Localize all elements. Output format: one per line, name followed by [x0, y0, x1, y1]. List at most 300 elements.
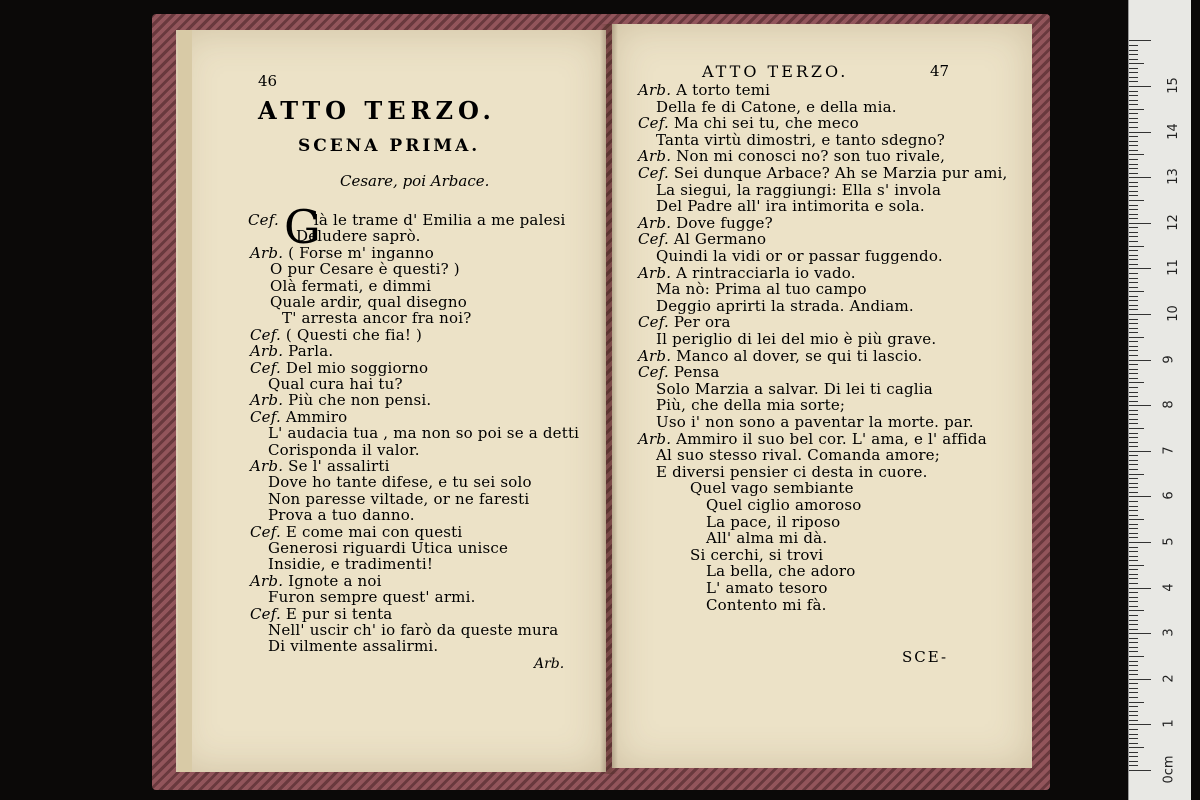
- left-page-line: [282, 310, 471, 326]
- ruler-tick: [1129, 524, 1138, 525]
- ruler-tick: [1129, 173, 1138, 174]
- speaker-label: Cef.: [638, 164, 674, 182]
- ruler-tick: [1129, 533, 1138, 534]
- ruler-tick: [1129, 319, 1138, 320]
- ruler-tick: [1129, 515, 1138, 516]
- ruler-tick: [1129, 642, 1138, 643]
- right-page-line: [690, 547, 823, 563]
- ruler-tick: [1129, 478, 1138, 479]
- ruler-tick: [1129, 77, 1138, 78]
- ruler-tick: [1129, 405, 1151, 406]
- speaker-label: Cef.: [250, 358, 286, 377]
- ruler-tick: [1129, 442, 1138, 443]
- left-page-line: [250, 458, 390, 474]
- verse-text: Qual cura hai tu?: [268, 375, 403, 393]
- verse-text: T' arresta ancor fra noi?: [282, 309, 472, 328]
- right-page-line: [656, 447, 940, 463]
- ruler-tick: [1129, 337, 1144, 338]
- ruler-tick: [1129, 154, 1144, 155]
- verse-text: All' alma mi dà.: [706, 529, 828, 548]
- verse-text: Al Germano: [673, 230, 767, 249]
- ruler-tick: [1129, 651, 1138, 652]
- ruler-tick: [1129, 765, 1138, 766]
- ruler-tick: [1129, 674, 1138, 675]
- ruler-tick: [1129, 410, 1138, 411]
- ruler-tick: [1129, 72, 1138, 73]
- left-page-line: [268, 491, 529, 507]
- right-page-line: [706, 597, 827, 613]
- left-page-line: [250, 409, 347, 425]
- verse-text: Si cerchi, si trovi: [690, 545, 824, 564]
- ruler-tick: [1129, 537, 1138, 538]
- ruler-tick: [1129, 583, 1138, 584]
- ruler-tick: [1129, 150, 1138, 151]
- ruler-tick: [1129, 68, 1138, 69]
- speaker-label: Cef.: [638, 363, 674, 382]
- speaker-label: Arb.: [638, 147, 677, 166]
- verse-text: Quindi la vidi or or passar fuggendo.: [656, 247, 943, 265]
- verse-text: Quel vago sembiante: [690, 479, 854, 498]
- ruler-tick: [1129, 182, 1138, 183]
- ruler-tick: [1129, 711, 1138, 712]
- ruler-tick: [1129, 232, 1138, 233]
- ruler-tick: [1129, 341, 1138, 342]
- ruler-tick: [1129, 469, 1138, 470]
- ruler-tick: [1129, 218, 1138, 219]
- ruler-tick: [1129, 200, 1144, 201]
- ruler-tick: [1129, 506, 1138, 507]
- left-page-line: [268, 556, 433, 572]
- ruler-tick: [1129, 264, 1138, 265]
- right-page-line: [706, 497, 862, 513]
- ruler-tick: [1129, 597, 1138, 598]
- verse-text: Della fe di Catone, e della mia.: [656, 97, 897, 116]
- speaker-label: Arb.: [638, 213, 677, 232]
- ruler-tick: [1129, 127, 1138, 128]
- verse-text: Del Padre all' ira intimorita e sola.: [656, 197, 925, 216]
- ruler-tick: [1129, 259, 1138, 260]
- ruler-tick: [1129, 542, 1151, 543]
- ruler-tick: [1129, 433, 1138, 434]
- left-page-line: [268, 622, 558, 638]
- measuring-ruler: [1128, 0, 1191, 800]
- left-page-line: [270, 278, 431, 294]
- left-page-line: [268, 638, 438, 654]
- speaker-label: Cef.: [250, 407, 286, 426]
- ruler-tick: [1129, 706, 1138, 707]
- ruler-tick: [1129, 86, 1151, 87]
- speaker-label: Cef.: [638, 114, 674, 133]
- ruler-tick: [1129, 186, 1138, 187]
- ruler-tick: [1129, 122, 1138, 123]
- right-page-line: [656, 132, 945, 148]
- ruler-tick: [1129, 756, 1138, 757]
- ruler-tick: [1129, 241, 1138, 242]
- ruler-number: 10: [1165, 305, 1181, 322]
- ruler-tick: [1129, 355, 1138, 356]
- drop-cap: G: [284, 200, 321, 254]
- ruler-tick: [1129, 437, 1138, 438]
- ruler-tick: [1129, 268, 1151, 269]
- ruler-tick: [1129, 350, 1138, 351]
- ruler-tick: [1129, 305, 1138, 306]
- left-page-line: [270, 294, 467, 310]
- verse-text: Dove ho tante difese, e tu sei solo: [268, 473, 532, 492]
- ruler-tick: [1129, 236, 1138, 237]
- verse-text: Manco al dover, se qui ti lascio.: [676, 346, 923, 365]
- verse-text: ( Forse m' inganno: [288, 243, 434, 262]
- verse-text: Furon sempre quest' armi.: [268, 588, 476, 607]
- right-page-line: [690, 480, 854, 496]
- ruler-tick: [1129, 679, 1151, 680]
- verse-text: Ignote a noi: [288, 571, 382, 590]
- ruler-tick: [1129, 250, 1138, 251]
- ruler-number: 11: [1165, 259, 1181, 277]
- ruler-tick: [1129, 287, 1138, 288]
- verse-text: Quel ciglio amoroso: [706, 496, 862, 514]
- left-page-line: [268, 589, 476, 605]
- ruler-tick: [1129, 205, 1138, 206]
- speaker-label: Cef.: [250, 604, 286, 623]
- ruler-number: 15: [1165, 77, 1181, 94]
- verse-text: L' audacia tua , ma non so poi se a detti: [268, 424, 580, 443]
- ruler-tick: [1129, 392, 1138, 393]
- page-edge: [178, 30, 192, 772]
- ruler-tick: [1129, 396, 1138, 397]
- right-page-line: [638, 215, 773, 231]
- ruler-tick: [1129, 702, 1144, 703]
- ruler-tick: [1129, 369, 1138, 370]
- right-page-line: [656, 397, 845, 413]
- right-page-line: [656, 99, 897, 115]
- ruler-tick: [1129, 633, 1151, 634]
- speaker-label: Cef.: [250, 522, 286, 541]
- ruler-tick: [1129, 195, 1138, 196]
- ruler-tick: [1129, 487, 1138, 488]
- ruler-tick: [1129, 610, 1144, 611]
- ruler-tick: [1129, 159, 1138, 160]
- speaker-label: Arb.: [250, 457, 289, 475]
- verse-text: Quale ardir, qual disegno: [270, 293, 467, 311]
- right-catchword: SCE-: [902, 648, 949, 666]
- ruler-tick: [1129, 556, 1138, 557]
- ruler-tick: [1129, 483, 1138, 484]
- speaker-label: Arb.: [250, 342, 289, 361]
- ruler-tick: [1129, 688, 1138, 689]
- ruler-number: 7: [1161, 446, 1177, 455]
- ruler-tick: [1129, 492, 1138, 493]
- verse-text: Di vilmente assalirmi.: [268, 637, 439, 656]
- right-page-line: [656, 464, 928, 480]
- speaker-label: Cef.: [638, 230, 674, 249]
- right-page-number: 47: [930, 62, 950, 80]
- verse-text: Prova a tuo danno.: [268, 506, 415, 525]
- ruler-tick: [1129, 615, 1138, 616]
- ruler-tick: [1129, 519, 1144, 520]
- left-page-line: [296, 228, 421, 244]
- verse-text: O pur Cesare è questi? ): [270, 260, 460, 279]
- ruler-tick: [1129, 91, 1138, 92]
- ruler-tick: [1129, 309, 1138, 310]
- running-head: ATTO TERZO.: [702, 62, 849, 81]
- ruler-tick: [1129, 496, 1151, 497]
- right-page-line: [638, 165, 1008, 181]
- ruler-tick: [1129, 752, 1138, 753]
- ruler-tick: [1129, 378, 1138, 379]
- ruler-tick: [1129, 291, 1144, 292]
- ruler-tick: [1129, 314, 1151, 315]
- ruler-number: 9: [1161, 354, 1177, 364]
- ruler-tick: [1129, 743, 1138, 744]
- right-page-line: [638, 265, 856, 281]
- ruler-tick: [1129, 136, 1138, 137]
- ruler-number: 0cm: [1161, 755, 1177, 784]
- act-title: ATTO TERZO.: [258, 96, 496, 125]
- verse-text: Sei dunque Arbace? Ah se Marzia pur ami,: [673, 164, 1008, 182]
- left-page-line: [250, 343, 333, 359]
- ruler-tick: [1129, 323, 1138, 324]
- verse-text: Al suo stesso rival. Comanda amore;: [656, 446, 941, 465]
- verse-text: L' amato tesoro: [706, 579, 828, 597]
- ruler-number: 8: [1161, 400, 1177, 409]
- right-page-line: [656, 281, 867, 297]
- left-page-line: [250, 524, 462, 540]
- ruler-tick: [1129, 464, 1138, 465]
- left-page-line: [268, 442, 420, 458]
- right-page-line: [638, 115, 859, 131]
- left-page-line: [248, 212, 566, 228]
- right-page-line: [638, 148, 945, 164]
- verse-text: Non mi conosci no? son tuo rivale,: [676, 147, 946, 166]
- right-page-line: [656, 331, 936, 347]
- verse-text: Più che non pensi.: [288, 391, 432, 410]
- ruler-tick: [1129, 629, 1138, 630]
- ruler-tick: [1129, 738, 1138, 739]
- left-page-line: [250, 573, 382, 589]
- ruler-number: 2: [1161, 674, 1177, 683]
- ruler-tick: [1129, 282, 1138, 283]
- ruler-tick: [1129, 273, 1138, 274]
- left-page-number: 46: [258, 72, 278, 90]
- ruler-tick: [1129, 501, 1138, 502]
- left-page-line: [250, 392, 431, 408]
- ruler-tick: [1129, 113, 1138, 114]
- verse-text: Uso i' non sono a paventar la morte. par.: [656, 413, 974, 431]
- ruler-number: 3: [1161, 628, 1177, 637]
- verse-text: Nell' uscir ch' io farò da queste mura: [268, 621, 559, 639]
- ruler-tick: [1129, 81, 1138, 82]
- ruler-tick: [1129, 588, 1151, 589]
- ruler-tick: [1129, 132, 1151, 133]
- speaker-label: Arb.: [250, 391, 289, 410]
- ruler-tick: [1129, 606, 1138, 607]
- verse-text: Non paresse viltade, or ne faresti: [268, 489, 530, 508]
- verse-text: Per ora: [673, 313, 731, 332]
- verse-text: Ma chi sei tu, che meco: [673, 114, 859, 133]
- right-page-line: [706, 563, 856, 579]
- ruler-tick: [1129, 770, 1151, 771]
- ruler-tick: [1129, 665, 1138, 666]
- ruler-tick: [1129, 428, 1144, 429]
- ruler-tick: [1129, 638, 1138, 639]
- ruler-tick: [1129, 168, 1138, 169]
- speaker-label: Cef.: [250, 325, 286, 344]
- ruler-tick: [1129, 373, 1138, 374]
- verse-text: A torto temi: [676, 81, 771, 99]
- ruler-tick: [1129, 446, 1138, 447]
- ruler-tick: [1129, 656, 1144, 657]
- left-page-line: [268, 507, 415, 523]
- left-page-line: [250, 360, 428, 376]
- verse-text: Insidie, e tradimenti!: [268, 555, 434, 574]
- ruler-tick: [1129, 141, 1138, 142]
- ruler-number: 5: [1161, 537, 1177, 546]
- left-page-line: [268, 376, 403, 392]
- ruler-tick: [1129, 592, 1138, 593]
- ruler-tick: [1129, 209, 1138, 210]
- ruler-tick: [1129, 569, 1138, 570]
- ruler-tick: [1129, 100, 1138, 101]
- verse-text: Più, che della mia sorte;: [656, 396, 846, 415]
- ruler-tick: [1129, 346, 1138, 347]
- verse-text: Deludere saprò.: [296, 227, 421, 246]
- ruler-tick: [1129, 560, 1138, 561]
- ruler-tick: [1129, 54, 1138, 55]
- verse-text: Olà fermati, e dimmi: [270, 276, 432, 295]
- ruler-tick: [1129, 601, 1138, 602]
- ruler-tick: [1129, 574, 1138, 575]
- ruler-tick: [1129, 360, 1151, 361]
- left-catchword: Arb.: [534, 656, 565, 672]
- speaker-label: Arb.: [638, 263, 677, 282]
- ruler-tick: [1129, 227, 1138, 228]
- ruler-tick: [1129, 474, 1144, 475]
- left-page-line: [250, 245, 434, 261]
- left-page-line: [268, 425, 579, 441]
- ruler-tick: [1129, 423, 1138, 424]
- ruler-tick: [1129, 661, 1138, 662]
- ruler-tick: [1129, 620, 1138, 621]
- speaker-label: Arb.: [638, 429, 677, 448]
- ruler-tick: [1129, 364, 1138, 365]
- ruler-number: 4: [1161, 582, 1177, 592]
- ruler-tick: [1129, 223, 1151, 224]
- verse-text: Ammiro il suo bel cor. L' ama, e l' affida: [676, 429, 987, 448]
- ruler-tick: [1129, 414, 1138, 415]
- ruler-tick: [1129, 382, 1144, 383]
- speaker-label: Cef.: [248, 211, 284, 229]
- scene-title: SCENA PRIMA.: [298, 136, 481, 156]
- right-page-line: [656, 198, 925, 214]
- stage-direction: Cesare, poi Arbace.: [340, 172, 490, 190]
- ruler-tick: [1129, 177, 1151, 178]
- ruler-tick: [1129, 45, 1138, 46]
- ruler-tick: [1129, 697, 1138, 698]
- ruler-tick: [1129, 246, 1144, 247]
- ruler-tick: [1129, 118, 1138, 119]
- speaker-label: Cef.: [638, 313, 674, 332]
- verse-text: Tanta virtù dimostri, e tanto sdegno?: [656, 130, 945, 149]
- ruler-tick: [1129, 300, 1138, 301]
- ruler-tick: [1129, 451, 1151, 452]
- ruler-tick: [1129, 455, 1138, 456]
- verse-text: La bella, che adoro: [706, 562, 856, 581]
- verse-text: là le trame d' Emilia a me palesi: [313, 211, 566, 229]
- ruler-tick: [1129, 40, 1151, 41]
- verse-text: E pur si tenta: [285, 604, 393, 623]
- ruler-tick: [1129, 624, 1138, 625]
- ruler-tick: [1129, 670, 1138, 671]
- verse-text: Se l' assalirti: [288, 457, 390, 475]
- ruler-number: 14: [1165, 122, 1181, 140]
- ruler-tick: [1129, 164, 1138, 165]
- ruler-tick: [1129, 214, 1138, 215]
- left-page-line: [268, 540, 508, 556]
- ruler-tick: [1129, 692, 1138, 693]
- left-page-line: [250, 327, 422, 343]
- verse-text: Solo Marzia a salvar. Di lei ti caglia: [656, 379, 933, 398]
- left-page-line: [268, 474, 532, 490]
- right-page-line: [638, 431, 987, 447]
- ruler-tick: [1129, 401, 1138, 402]
- right-page-line: [638, 364, 720, 380]
- ruler-number: 6: [1161, 491, 1177, 501]
- right-page-line: [656, 414, 974, 430]
- ruler-tick: [1129, 683, 1138, 684]
- ruler-tick: [1129, 332, 1138, 333]
- verse-text: Il periglio di lei del mio è più grave.: [656, 330, 937, 348]
- speaker-label: Arb.: [638, 81, 677, 99]
- ruler-tick: [1129, 578, 1138, 579]
- verse-text: La pace, il riposo: [706, 512, 841, 531]
- verse-text: Parla.: [288, 342, 334, 361]
- verse-text: Dove fugge?: [676, 213, 773, 232]
- ruler-tick: [1129, 387, 1138, 388]
- ruler-tick: [1129, 647, 1138, 648]
- ruler-tick: [1129, 328, 1138, 329]
- speaker-label: Arb.: [638, 346, 677, 365]
- ruler-tick: [1129, 747, 1144, 748]
- verse-text: E come mai con questi: [285, 522, 463, 541]
- speaker-label: Arb.: [250, 571, 289, 590]
- verse-text: Corisponda il valor.: [268, 440, 420, 459]
- verse-text: Deggio aprirti la strada. Andiam.: [656, 296, 914, 315]
- ruler-tick: [1129, 729, 1138, 730]
- ruler-tick: [1129, 510, 1138, 511]
- ruler-tick: [1129, 296, 1138, 297]
- right-page-line: [638, 348, 922, 364]
- verse-text: Ma nò: Prima al tuo campo: [656, 280, 867, 299]
- ruler-tick: [1129, 460, 1138, 461]
- verse-text: E diversi pensier ci desta in cuore.: [656, 462, 928, 481]
- ruler-tick: [1129, 724, 1151, 725]
- verse-text: ( Questi che fia! ): [285, 325, 423, 344]
- ruler-tick: [1129, 278, 1138, 279]
- ruler-tick: [1129, 547, 1138, 548]
- right-page-line: [656, 298, 914, 314]
- right-page-line: [638, 82, 770, 98]
- right-page-line: [656, 182, 941, 198]
- ruler-tick: [1129, 528, 1138, 529]
- book-gutter: [600, 24, 618, 774]
- right-page-line: [706, 514, 840, 530]
- verse-text: Pensa: [673, 363, 720, 382]
- ruler-tick: [1129, 145, 1138, 146]
- verse-text: Generosi riguardi Utica unisce: [268, 539, 509, 557]
- ruler-tick: [1129, 255, 1138, 256]
- ruler-tick: [1129, 715, 1138, 716]
- speaker-label: Arb.: [250, 243, 289, 262]
